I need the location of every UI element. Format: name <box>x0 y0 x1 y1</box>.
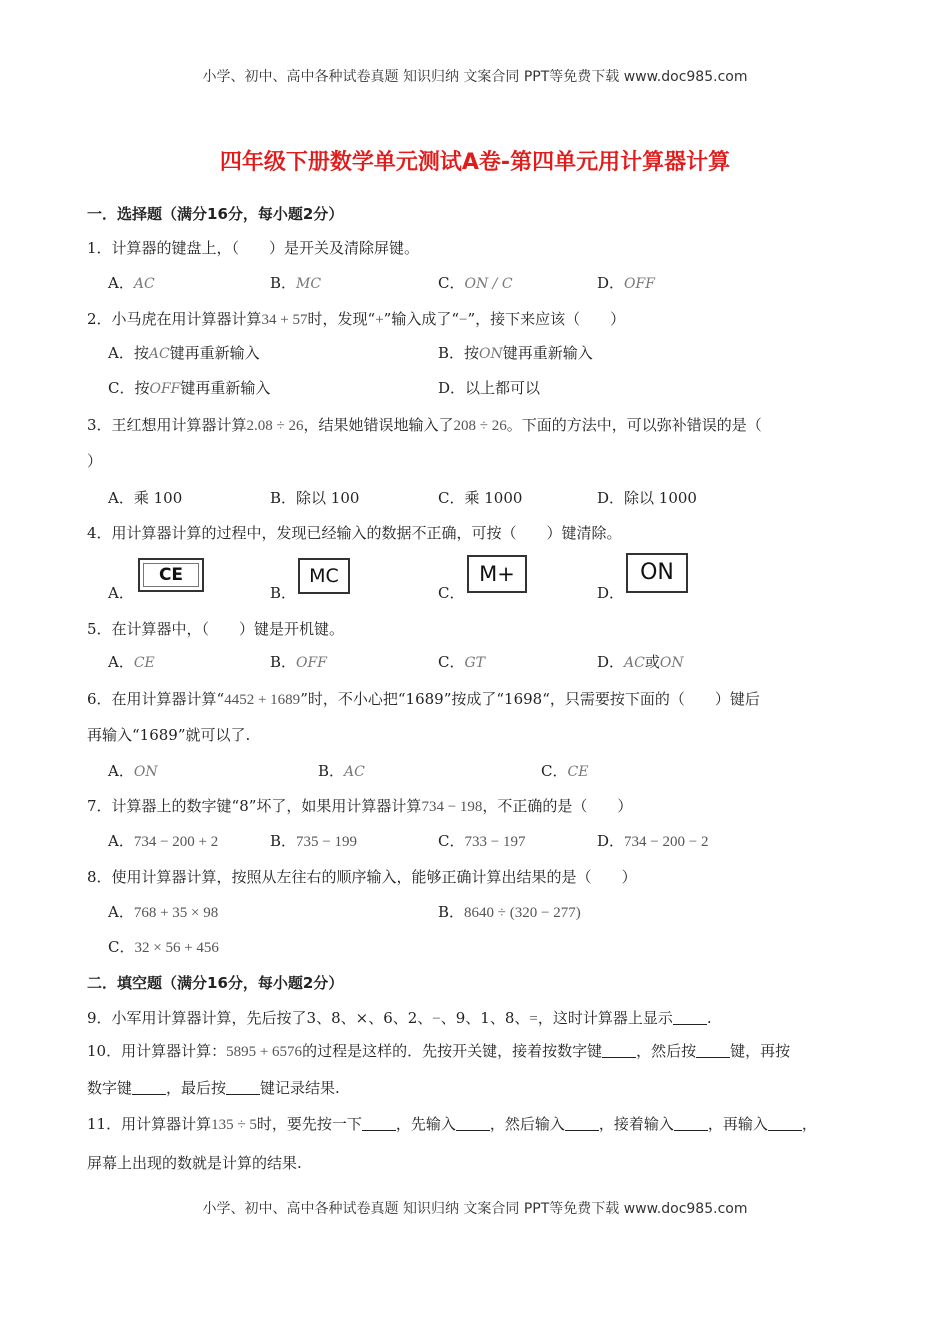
q7-option-b[interactable]: B．735 − 199 <box>270 832 357 850</box>
question-7: 7．计算器上的数字键“8”坏了，如果用计算器计算734 − 198，不正确的是（ ） <box>87 797 633 815</box>
answer-blank[interactable] <box>362 1116 396 1131</box>
q8-option-a[interactable]: A．768 + 35 × 98 <box>108 903 219 921</box>
page-footer: 小学、初中、高中各种试卷真题 知识归纳 文案合同 PPT等免费下载 www.doc985.com <box>202 1201 748 1217</box>
page-title: 四年级下册数学单元测试A卷-第四单元用计算器计算 <box>219 150 731 175</box>
q5-option-a[interactable]: A．CE <box>108 653 155 671</box>
answer-blank[interactable] <box>456 1116 490 1131</box>
mc-key-icon[interactable]: MC <box>298 558 350 594</box>
question-10: 10．用计算器计算：5895 + 6576的过程是这样的．先按开关键，接着按数字键 ，然后按 键，再按 <box>87 1042 791 1060</box>
q5-option-b[interactable]: B．OFF <box>270 653 327 671</box>
q2-option-b[interactable]: B．按ON键再重新输入 <box>438 344 593 362</box>
q2-option-c[interactable]: C．按OFF键再重新输入 <box>108 379 271 397</box>
q8-option-b[interactable]: B．8640 ÷ (320 − 277) <box>438 903 581 921</box>
question-11: 11．用计算器计算135 ÷ 5时，要先按一下 ，先输入 ，然后输入 ，接着输入 ，再输入 ， <box>87 1115 817 1133</box>
q5-option-c[interactable]: C．GT <box>438 653 486 671</box>
q1-text: 1．计算器的键盘上，（ <box>87 239 240 257</box>
question-11-cont: 屏幕上出现的数就是计算的结果. <box>87 1154 302 1172</box>
answer-blank[interactable] <box>565 1116 599 1131</box>
q6-option-c[interactable]: C．CE <box>541 762 589 780</box>
question-6-cont: 再输入“1689”就可以了. <box>87 726 251 744</box>
m-plus-key-icon[interactable]: M+ <box>467 555 527 593</box>
ce-key-icon[interactable]: CE <box>138 558 204 592</box>
question-9: 9．小军用计算器计算，先后按了3、8、×、6、2、−、9、1、8、=，这时计算器上显示 . <box>87 1009 712 1027</box>
question-3-cont: ） <box>87 452 103 470</box>
question-2: 2．小马虎在用计算器计算34 + 57时，发现“+”输入成了“−”，接下来应该（ ） <box>87 310 626 328</box>
question-8: 8．使用计算器计算，按照从左往右的顺序输入，能够正确计算出结果的是（ ） <box>87 868 637 886</box>
question-4: 4．用计算器计算的过程中，发现已经输入的数据不正确，可按（ ）键清除。 <box>87 524 622 542</box>
q8-option-c[interactable]: C．32 × 56 + 456 <box>108 938 219 956</box>
q4-option-a-label[interactable]: A． <box>108 584 134 602</box>
q1-option-a[interactable]: A．AC <box>108 274 155 292</box>
on-key-icon[interactable]: ON <box>626 553 688 593</box>
answer-blank[interactable] <box>226 1080 260 1095</box>
section-2-heading: 二．填空题（满分16分，每小题2分） <box>87 974 344 992</box>
question-1 <box>87 237 419 258</box>
q6-option-b[interactable]: B．AC <box>318 762 365 780</box>
q3-option-c[interactable]: C．乘 1000 <box>438 489 523 507</box>
question-10-cont: 数字键 ，最后按 键记录结果. <box>87 1079 340 1097</box>
answer-blank[interactable] <box>602 1043 636 1058</box>
q3-option-b[interactable]: B．除以 100 <box>270 489 360 507</box>
q1-text-end: ）是开关及清除屏键。 <box>269 239 420 257</box>
q7-option-d[interactable]: D．734 − 200 − 2 <box>597 832 709 850</box>
q7-option-a[interactable]: A．734 − 200 + 2 <box>108 832 219 850</box>
q2-option-a[interactable]: A．按AC键再重新输入 <box>108 344 260 362</box>
q1-option-b[interactable]: B．MC <box>270 274 322 292</box>
answer-blank[interactable] <box>696 1043 730 1058</box>
q3-option-a[interactable]: A．乘 100 <box>108 489 183 507</box>
q1-option-d[interactable]: D．OFF <box>597 274 655 292</box>
q2-option-d[interactable]: D．以上都可以 <box>438 379 541 397</box>
q5-option-d[interactable]: D．AC或ON <box>597 653 684 671</box>
question-3: 3．王红想用计算器计算2.08 ÷ 26，结果她错误地输入了208 ÷ 26。下面的方法中，可以弥补错误的是（ <box>87 416 762 434</box>
answer-blank[interactable] <box>768 1116 802 1131</box>
q4-option-b-label[interactable]: B． <box>270 584 297 602</box>
question-6: 6．在用计算器计算“4452 + 1689”时，不小心把“1689”按成了“1698“，只需要按下面的（ ）键后 <box>87 690 760 708</box>
section-1-heading: 一．选择题（满分16分，每小题2分） <box>87 205 344 223</box>
q3-option-d[interactable]: D．除以 1000 <box>597 489 697 507</box>
q4-option-c-label[interactable]: C． <box>438 584 465 602</box>
q6-option-a[interactable]: A．ON <box>108 762 158 780</box>
answer-blank[interactable] <box>674 1116 708 1131</box>
page-header: 小学、初中、高中各种试卷真题 知识归纳 文案合同 PPT等免费下载 www.doc985.com <box>202 69 748 85</box>
q7-option-c[interactable]: C．733 − 197 <box>438 832 526 850</box>
q4-option-d-label[interactable]: D． <box>597 584 625 602</box>
answer-blank[interactable] <box>673 1010 707 1025</box>
answer-blank[interactable] <box>132 1080 166 1095</box>
question-5: 5．在计算器中，（ ）键是开机键。 <box>87 620 345 638</box>
q1-option-c[interactable]: C．ON / C <box>438 274 513 292</box>
